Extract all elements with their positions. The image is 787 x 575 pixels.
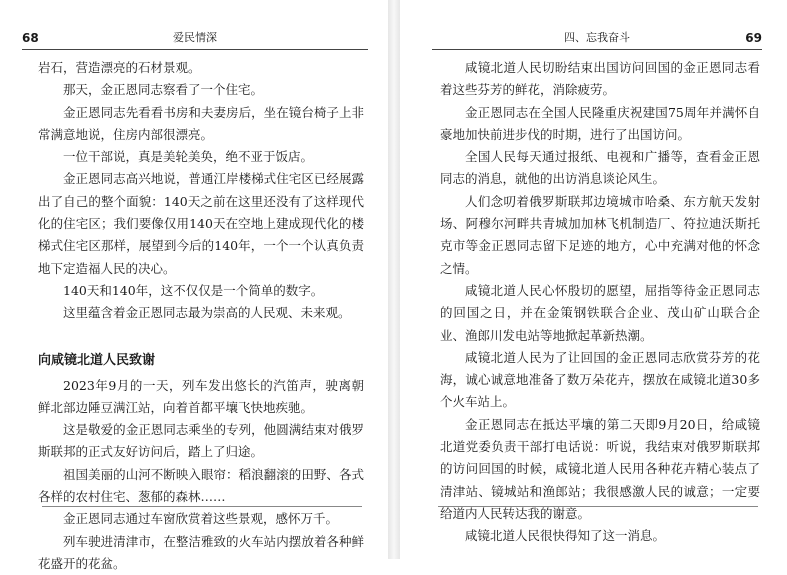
left-footer-rule xyxy=(42,506,362,507)
paragraph: 咸镜北道人民很快得知了这一消息。 xyxy=(465,528,666,544)
right-page-body xyxy=(440,57,760,548)
paragraph: 140天和140年，这不仅仅是一个简单的数字。 xyxy=(63,282,324,298)
paragraph: 咸镜北道人民切盼结束出国访问回国的金正恩同志看着这些芬芳的鲜花，消除疲劳。 xyxy=(440,60,760,98)
section-title: 向咸镜北道人民致谢 xyxy=(38,352,156,368)
right-page-number: 69 xyxy=(745,31,762,45)
paragraph: 这是敬爱的金正恩同志乘坐的专列，他圆满结束对俄罗斯联邦的正式友好访问后，踏上了归途。 xyxy=(38,422,364,460)
left-page-body xyxy=(38,57,364,575)
right-running-title: 四、忘我奋斗 xyxy=(564,31,630,44)
paragraph: 2023年9月的一天，列车发出悠长的汽笛声，驶离朝鲜北部边陲豆满江站，向着首都平壤飞快地疾驰。 xyxy=(38,377,364,415)
paragraph: 祖国美丽的山河不断映入眼帘：稻浪翻滚的田野、各式各样的农村住宅、葱郁的森林…… xyxy=(38,466,364,505)
left-page-number: 68 xyxy=(22,31,39,45)
paragraph: 金正恩同志在全国人民隆重庆祝建国75周年并满怀自豪地加快前进步伐的时期，进行了出国访问。 xyxy=(440,104,760,142)
paragraph: 金正恩同志在抵达平壤的第二天即9月20日，给咸镜北道党委负责干部打电话说：听说，我结束对俄罗斯联邦的访问回国的时候，咸镜北道人民用各种花卉精心装点了清津站、镜城站和渔郎站；我很感激人民的诚意；一定要给道内人民转达我的谢意。 xyxy=(440,416,760,521)
paragraph: 咸镜北道人民为了让回国的金正恩同志欣赏芬芳的花海，诚心诚意地准备了数万朵花卉，摆放在咸镜北道30多个火车站上。 xyxy=(440,349,760,410)
paragraph: 岩石，营造漂亮的石材景观。 xyxy=(38,60,201,75)
paragraph: 金正恩同志高兴地说，普通江岸楼梯式住宅区已经展露出了自己的整个面貌：140天之前在这里还没有了这样现代化的住宅区；我们要像仅用140天在空地上建成现代化的楼梯式住宅区那样，展望到今后的140年，一个一个认真负责地下定造福人民的决心。 xyxy=(38,171,364,276)
right-page-header xyxy=(432,28,762,48)
left-header-rule xyxy=(22,49,368,50)
paragraph: 金正恩同志通过车窗欣赏着这些景观，感怀万千。 xyxy=(63,511,339,527)
right-page xyxy=(400,0,787,559)
paragraph: 一位干部说，真是美轮美奂，绝不亚于饭店。 xyxy=(63,149,314,165)
left-page xyxy=(0,0,388,571)
left-running-title: 爱民情深 xyxy=(173,31,217,44)
paragraph: 列车驶进清津市，在整洁雅致的火车站内摆放着各种鲜花盛开的花盆。 xyxy=(38,533,364,571)
left-page-header xyxy=(22,28,368,48)
paragraph: 金正恩同志先看看书房和夫妻房后，坐在镜台椅子上非常满意地说，住房内部很漂亮。 xyxy=(38,104,364,142)
paragraph: 这里蕴含着金正恩同志最为崇高的人民观、未来观。 xyxy=(63,305,351,321)
right-footer-rule xyxy=(438,506,758,507)
book-gutter xyxy=(388,0,400,559)
paragraph: 全国人民每天通过报纸、电视和广播等，查看金正恩同志的消息，就他的出访消息谈论风生。 xyxy=(440,149,760,187)
paragraph: 那天，金正恩同志察看了一个住宅。 xyxy=(63,82,264,98)
paragraph: 人们念叨着俄罗斯联邦边境城市哈桑、东方航天发射场、阿穆尔河畔共青城加加林飞机制造厂、符拉迪沃斯托克市等金正恩同志留下足迹的地方，心中充满对他的怀念之情。 xyxy=(440,193,760,276)
paragraph: 咸镜北道人民心怀殷切的愿望，屈指等待金正恩同志的回国之日，并在金策钢铁联合企业、茂山矿山联合企业、渔郎川发电站等地掀起革新热潮。 xyxy=(440,282,760,343)
right-header-rule xyxy=(432,49,762,50)
